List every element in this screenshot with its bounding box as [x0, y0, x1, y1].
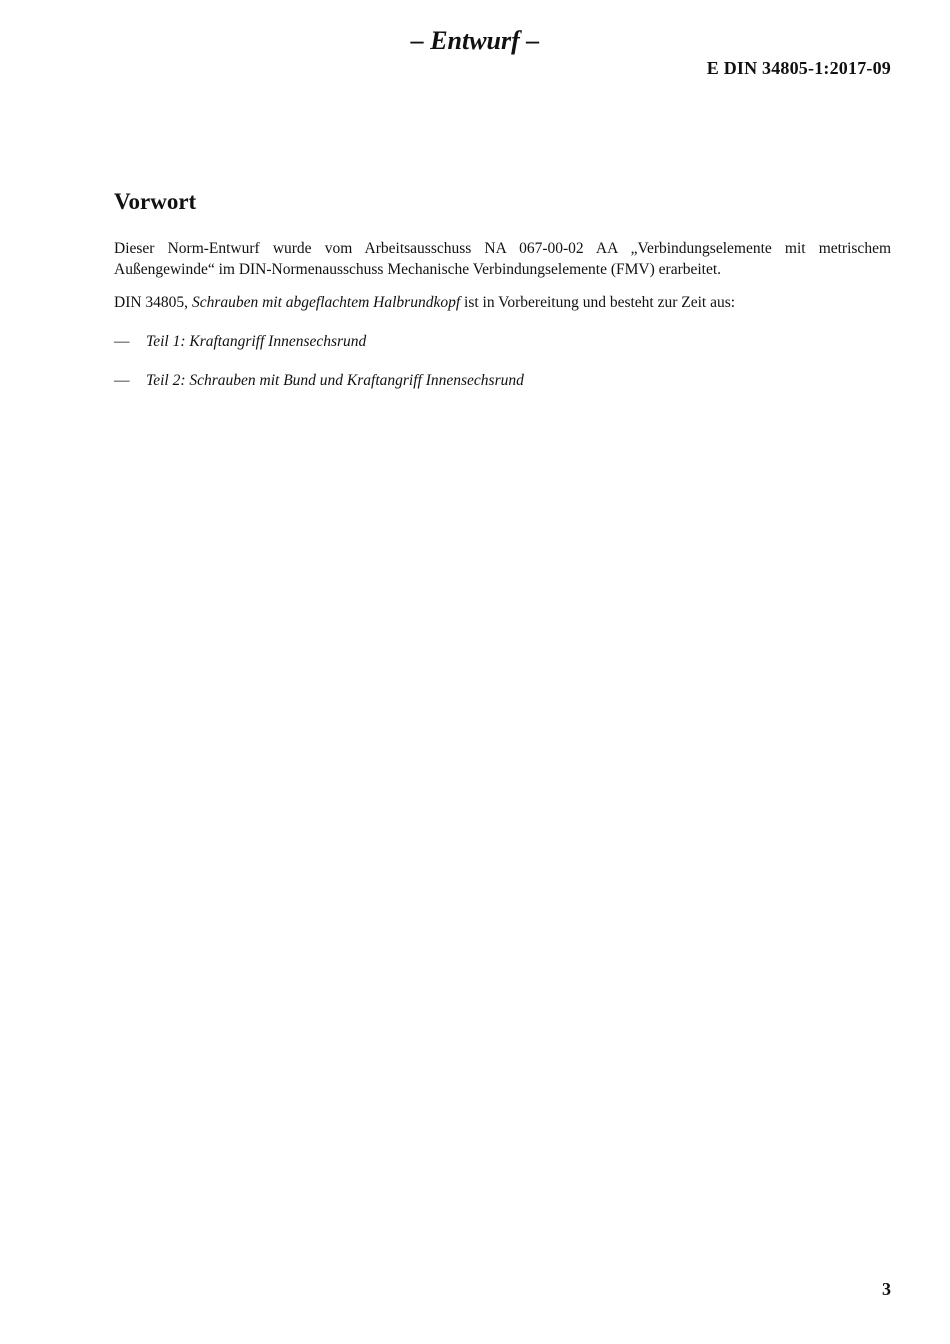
standard-title: Schrauben mit abgeflachtem Halbrundkopf: [191, 294, 461, 311]
foreword-paragraph-1: Dieser Norm-Entwurf wurde vom Arbeitsausschuss NA 067-00-02 AA „Verbindungselemente mit metrischem Außengewinde“ im DIN-Normenausschuss Mechanische Verbindungselemente (FMV) erarbeitet.: [114, 240, 891, 278]
list-item: [114, 331, 891, 352]
list-dash: —: [114, 333, 130, 350]
section-title: Vorwort: [114, 189, 197, 214]
foreword-paragraph-2: [114, 292, 891, 313]
part-1-title: Teil 1: Kraftangriff Innensechsrund: [146, 333, 367, 350]
page-number: 3: [882, 1279, 891, 1299]
list-item: [114, 370, 891, 391]
part-2-title: Teil 2: Schrauben mit Bund und Kraftangriff Innensechsrund: [146, 372, 524, 389]
paragraph-2-prefix: DIN 34805,: [114, 294, 192, 311]
document-id: E DIN 34805-1:2017-09: [706, 58, 891, 78]
parts-list: [114, 331, 891, 391]
draft-mark: – Entwurf –: [410, 26, 540, 55]
paragraph-2-suffix: ist in Vorbereitung und besteht zur Zeit aus:: [460, 294, 736, 311]
list-dash: —: [114, 372, 130, 389]
foreword-section: [114, 186, 891, 409]
